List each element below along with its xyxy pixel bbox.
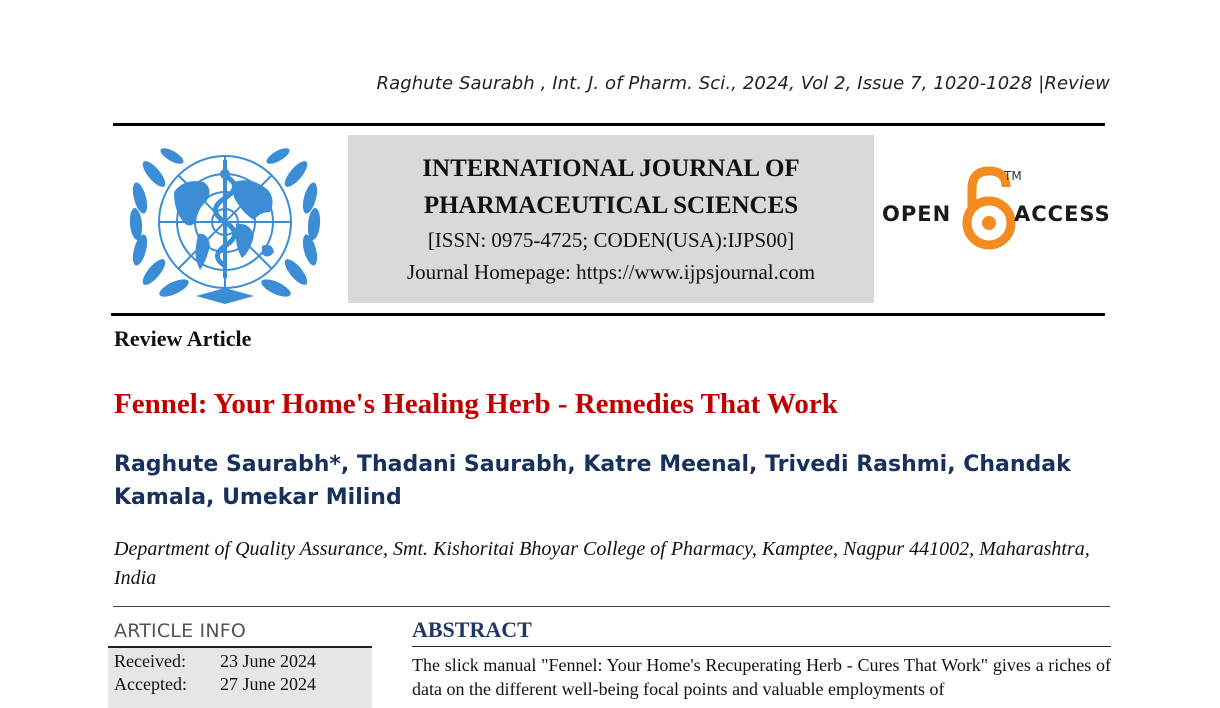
accepted-row bbox=[114, 674, 316, 695]
abstract-rule bbox=[412, 646, 1111, 647]
section-divider bbox=[113, 606, 1110, 607]
accepted-date: 27 June 2024 bbox=[220, 674, 316, 694]
who-emblem-icon bbox=[126, 138, 324, 306]
journal-name bbox=[348, 150, 874, 224]
author-list: Raghute Saurabh*, Thadani Saurabh, Katre Meenal, Trivedi Rashmi, Chandak Kamala, Umekar Milind bbox=[114, 452, 1071, 510]
accepted-label: Accepted: bbox=[114, 674, 187, 694]
abstract-heading: ABSTRACT bbox=[412, 617, 532, 642]
article-title: Fennel: Your Home's Healing Herb - Remedies That Work bbox=[114, 388, 838, 420]
open-access-left-word: OPEN bbox=[882, 202, 952, 226]
article-type: Review Article bbox=[114, 326, 252, 351]
open-access-logo bbox=[880, 165, 1110, 255]
header-top-rule bbox=[113, 123, 1105, 126]
header-bottom-rule bbox=[111, 313, 1105, 316]
received-row bbox=[114, 651, 316, 672]
received-date: 23 June 2024 bbox=[220, 651, 316, 671]
author-affiliation: Department of Quality Assurance, Smt. Kishoritai Bhoyar College of Pharmacy, Kamptee, Nagpur 441002, Maharashtra, India bbox=[114, 538, 1090, 589]
open-access-right-word: ACCESS bbox=[1014, 202, 1111, 226]
article-info-heading: ARTICLE INFO bbox=[114, 620, 247, 642]
article-info-box bbox=[108, 648, 372, 708]
journal-issn: [ISSN: 0975-4725; CODEN(USA):IJPS00] bbox=[427, 228, 795, 252]
journal-name-line-1: INTERNATIONAL JOURNAL OF bbox=[422, 155, 800, 182]
abstract-text: The slick manual "Fennel: Your Home's Recuperating Herb - Cures That Work" gives a riches of data on the different well-being focal points and valuable employments of bbox=[412, 655, 1111, 699]
running-header-citation: Raghute Saurabh , Int. J. of Pharm. Sci., 2024, Vol 2, Issue 7, 1020-1028 |Review bbox=[376, 73, 1110, 94]
journal-masthead bbox=[348, 135, 874, 303]
received-label: Received: bbox=[114, 651, 186, 671]
journal-homepage[interactable]: Journal Homepage: https://www.ijpsjournal.com bbox=[406, 260, 816, 284]
trademark-symbol: TM bbox=[1004, 169, 1022, 183]
journal-name-line-2: PHARMACEUTICAL SCIENCES bbox=[423, 192, 799, 219]
